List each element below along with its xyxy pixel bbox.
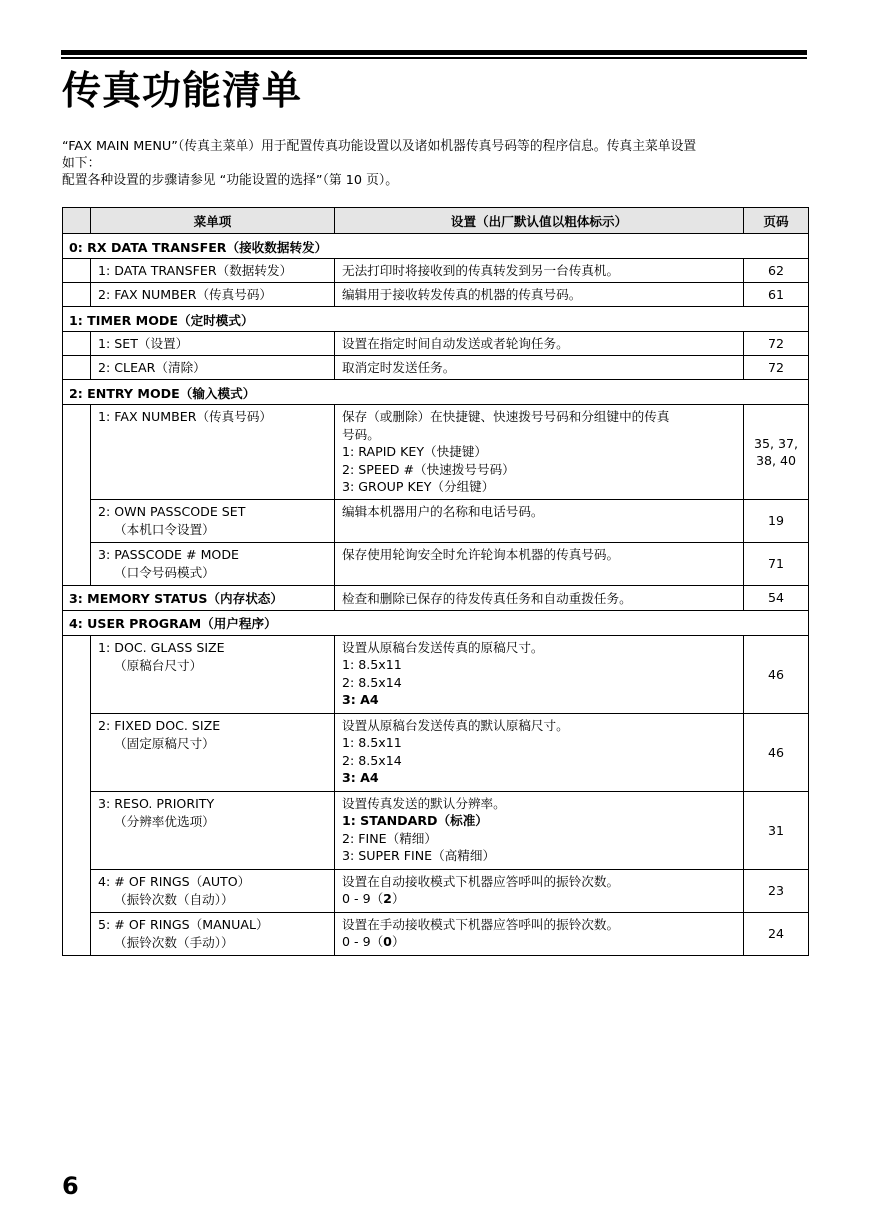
menu-item bbox=[91, 912, 335, 955]
category-row bbox=[63, 610, 809, 635]
menu-item bbox=[91, 713, 335, 791]
table-row bbox=[63, 713, 809, 791]
page-ref: 23 bbox=[744, 869, 809, 912]
menu-item-name: 5: # OF RINGS（MANUAL） bbox=[98, 916, 269, 932]
page-title: 传真功能清单 bbox=[62, 69, 303, 114]
page-ref: 72 bbox=[744, 332, 809, 356]
page-ref-line: 38, 40 bbox=[755, 452, 797, 468]
range-suffix: ） bbox=[391, 934, 405, 949]
menu-item-name: 1: DOC. GLASS SIZE bbox=[98, 639, 225, 655]
indent-cell bbox=[63, 405, 91, 586]
setting-line: 3: SUPER FINE（高精细） bbox=[342, 848, 496, 863]
table-row bbox=[63, 405, 809, 500]
category-label: 4: USER PROGRAM（用户程序） bbox=[63, 610, 809, 635]
menu-item: 1: FAX NUMBER（传真号码） bbox=[91, 405, 335, 500]
range-default: 2 bbox=[383, 891, 392, 906]
menu-item-sub: （口令号码模式） bbox=[114, 564, 215, 580]
range-prefix: 0 - 9（ bbox=[342, 934, 384, 949]
page-ref: 62 bbox=[744, 259, 809, 283]
setting-line: 2: 8.5x14 bbox=[342, 674, 402, 690]
setting-desc: 取消定时发送任务。 bbox=[335, 356, 744, 380]
page-ref: 72 bbox=[744, 356, 809, 380]
page-ref: 19 bbox=[744, 499, 809, 542]
setting-line-default: 3: A4 bbox=[342, 770, 379, 785]
header-rule-thick bbox=[61, 50, 807, 55]
range-prefix: 0 - 9（ bbox=[342, 891, 384, 906]
setting-line-default: 3: A4 bbox=[342, 692, 379, 707]
setting-desc: 设置在指定时间自动发送或者轮询任务。 bbox=[335, 332, 744, 356]
menu-item bbox=[91, 499, 335, 542]
setting-desc bbox=[335, 635, 744, 713]
category-label: 0: RX DATA TRANSFER（接收数据转发） bbox=[63, 234, 809, 259]
setting-line: 保存（或删除）在快捷键、快速拨号号码和分组键中的传真 bbox=[342, 409, 670, 424]
setting-desc: 检查和删除已保存的待发传真任务和自动重拨任务。 bbox=[335, 585, 744, 610]
menu-item: 1: SET（设置） bbox=[91, 332, 335, 356]
menu-item-name: 2: OWN PASSCODE SET bbox=[98, 503, 246, 519]
setting-desc: 编辑用于接收转发传真的机器的传真号码。 bbox=[335, 283, 744, 307]
intro-line: 如下： bbox=[62, 156, 101, 171]
setting-desc: 无法打印时将接收到的传真转发到另一台传真机。 bbox=[335, 259, 744, 283]
menu-item: 2: CLEAR（清除） bbox=[91, 356, 335, 380]
menu-item: 2: FAX NUMBER（传真号码） bbox=[91, 283, 335, 307]
setting-desc bbox=[335, 405, 744, 500]
setting-desc: 编辑本机器用户的名称和电话号码。 bbox=[335, 499, 744, 542]
intro-line: “FAX MAIN MENU”（传真主菜单）用于配置传真功能设置以及诸如机器传真号码等的程序信息。传真主菜单设置 bbox=[62, 139, 697, 154]
table-row bbox=[63, 356, 809, 380]
page-ref: 24 bbox=[744, 912, 809, 955]
table-row bbox=[63, 259, 809, 283]
page-ref-line: 35, 37, bbox=[753, 435, 799, 451]
indent-cell bbox=[63, 356, 91, 380]
menu-item-sub: （振铃次数（自动）） bbox=[114, 891, 234, 907]
setting-line: 设置传真发送的默认分辨率。 bbox=[342, 795, 506, 811]
menu-item bbox=[91, 635, 335, 713]
setting-desc bbox=[335, 713, 744, 791]
indent-cell bbox=[63, 283, 91, 307]
page-ref: 46 bbox=[744, 635, 809, 713]
header-setting: 设置（出厂默认值以粗体标示） bbox=[335, 208, 744, 234]
setting-desc bbox=[335, 912, 744, 955]
indent-cell bbox=[63, 332, 91, 356]
setting-range bbox=[342, 890, 737, 908]
setting-line: 2: 8.5x14 bbox=[342, 752, 402, 768]
table-row bbox=[63, 912, 809, 955]
setting-line-default: 1: STANDARD（标准） bbox=[342, 813, 488, 828]
table-row bbox=[63, 869, 809, 912]
menu-item: 1: DATA TRANSFER（数据转发） bbox=[91, 259, 335, 283]
setting-line: 2: SPEED #（快速拨号号码） bbox=[342, 461, 515, 477]
menu-item-sub: （固定原稿尺寸） bbox=[114, 735, 215, 751]
page-ref: 71 bbox=[744, 542, 809, 585]
fax-menu-table bbox=[62, 207, 809, 956]
setting-line: 设置在自动接收模式下机器应答呼叫的振铃次数。 bbox=[342, 873, 620, 889]
menu-item-name: 4: # OF RINGS（AUTO） bbox=[98, 873, 251, 889]
setting-desc: 保存使用轮询安全时允许轮询本机器的传真号码。 bbox=[335, 542, 744, 585]
page-number: 6 bbox=[62, 1172, 79, 1200]
header-menu: 菜单项 bbox=[91, 208, 335, 234]
setting-line: 1: RAPID KEY（快捷键） bbox=[342, 444, 488, 459]
table-row bbox=[63, 542, 809, 585]
header-page: 页码 bbox=[744, 208, 809, 234]
range-default: 0 bbox=[383, 934, 392, 949]
range-suffix: ） bbox=[391, 891, 405, 906]
setting-line: 1: 8.5x11 bbox=[342, 735, 402, 750]
category-row bbox=[63, 234, 809, 259]
category-label: 1: TIMER MODE（定时模式） bbox=[63, 307, 809, 332]
table-row bbox=[63, 332, 809, 356]
setting-line: 号码。 bbox=[342, 426, 380, 442]
category-row bbox=[63, 307, 809, 332]
page-ref: 46 bbox=[744, 713, 809, 791]
page-ref: 31 bbox=[744, 791, 809, 869]
table-header-row bbox=[63, 208, 809, 234]
table-row bbox=[63, 635, 809, 713]
setting-line: 1: 8.5x11 bbox=[342, 657, 402, 672]
menu-item-name: 2: FIXED DOC. SIZE bbox=[98, 717, 221, 733]
table-row bbox=[63, 791, 809, 869]
category-label: 3: MEMORY STATUS（内存状态） bbox=[63, 585, 335, 610]
page-ref: 61 bbox=[744, 283, 809, 307]
setting-line: 2: FINE（精细） bbox=[342, 830, 437, 846]
menu-item-sub: （本机口令设置） bbox=[114, 521, 215, 537]
category-row bbox=[63, 380, 809, 405]
page-ref: 54 bbox=[744, 585, 809, 610]
menu-item-sub: （振铃次数（手动）） bbox=[114, 934, 234, 950]
setting-line: 设置从原稿台发送传真的原稿尺寸。 bbox=[342, 639, 544, 655]
menu-item bbox=[91, 791, 335, 869]
category-label: 2: ENTRY MODE（输入模式） bbox=[63, 380, 809, 405]
header-indent-cell bbox=[63, 208, 91, 234]
setting-desc bbox=[335, 869, 744, 912]
menu-item-name: 3: RESO. PRIORITY bbox=[98, 795, 215, 811]
setting-line: 3: GROUP KEY（分组键） bbox=[342, 479, 495, 494]
table-row bbox=[63, 499, 809, 542]
intro-line: 配置各种设置的步骤请参见 “功能设置的选择”（第 10 页）。 bbox=[62, 173, 399, 188]
indent-cell bbox=[63, 635, 91, 955]
menu-item bbox=[91, 542, 335, 585]
table-row bbox=[63, 283, 809, 307]
intro-text bbox=[62, 138, 806, 189]
setting-range bbox=[342, 933, 737, 951]
menu-item-name: 3: PASSCODE # MODE bbox=[98, 546, 240, 562]
indent-cell bbox=[63, 259, 91, 283]
setting-line: 设置从原稿台发送传真的默认原稿尺寸。 bbox=[342, 717, 569, 733]
header-rule-thin bbox=[61, 57, 807, 59]
page-ref bbox=[744, 405, 809, 500]
menu-item-sub: （分辨率优选项） bbox=[114, 813, 215, 829]
setting-desc bbox=[335, 791, 744, 869]
menu-item bbox=[91, 869, 335, 912]
category-row bbox=[63, 585, 809, 610]
setting-line: 设置在手动接收模式下机器应答呼叫的振铃次数。 bbox=[342, 916, 620, 932]
menu-item-sub: （原稿台尺寸） bbox=[114, 657, 203, 673]
